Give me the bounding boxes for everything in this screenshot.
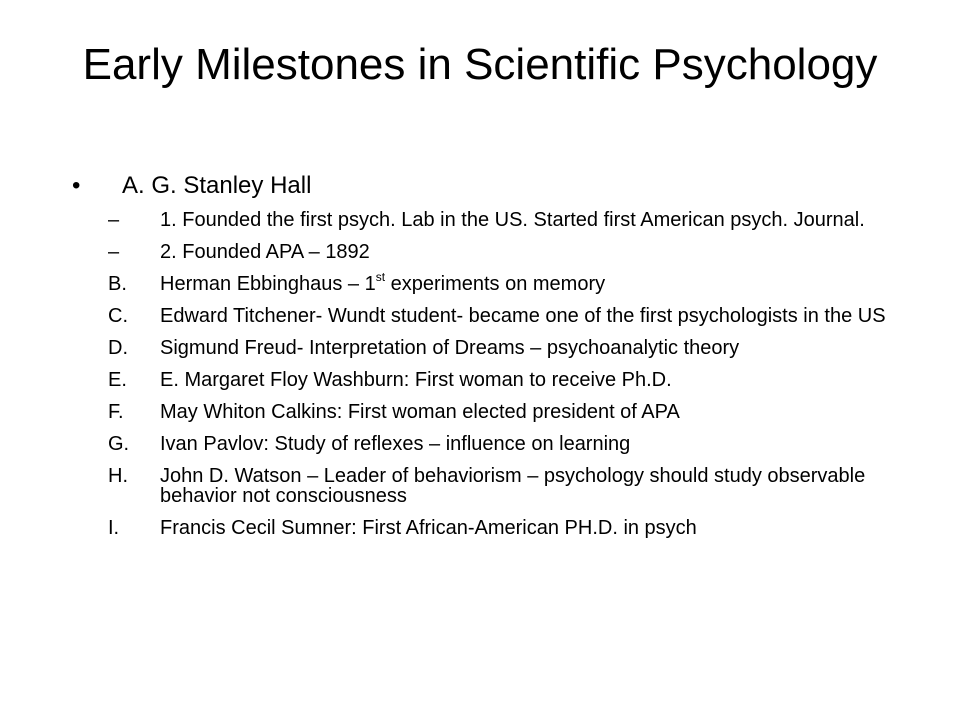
list-marker: B.: [108, 273, 127, 295]
list-item: [108, 338, 898, 358]
text-part: experiments on memory: [385, 273, 606, 295]
list-item: [108, 434, 898, 454]
superscript: st: [375, 270, 386, 285]
slide-title: Early Milestones in Scientific Psychology: [82, 40, 878, 89]
list-marker: I.: [108, 517, 120, 539]
list-marker: C.: [108, 305, 128, 327]
list-marker: –: [108, 241, 120, 263]
list-marker: –: [108, 209, 120, 231]
list-item: [108, 210, 898, 230]
list-item-text: 2. Founded APA – 1892: [160, 241, 370, 263]
list-marker: F.: [108, 401, 124, 423]
list-item-text: Ivan Pavlov: Study of reflexes – influence on learning: [160, 433, 631, 455]
list-marker: D.: [108, 337, 128, 359]
list-item-text: Sigmund Freud- Interpretation of Dreams – psychoanalytic theory: [160, 337, 740, 359]
list-item: [108, 242, 898, 262]
list-item-text: E. Margaret Floy Washburn: First woman to receive Ph.D.: [160, 369, 672, 391]
bullet-icon: •: [72, 172, 81, 199]
list-item: [108, 370, 898, 390]
list-marker: H.: [108, 465, 128, 487]
list-item-text: 1. Founded the first psych. Lab in the US. Started first American psych. Journal.: [160, 209, 865, 231]
list-item-text: May Whiton Calkins: First woman elected president of APA: [160, 401, 680, 423]
list-item: [108, 402, 898, 422]
list-item-text: John D. Watson – Leader of behaviorism – psychology should study observable behavior not consciousness: [160, 465, 866, 507]
top-bullet-text: A. G. Stanley Hall: [122, 172, 312, 199]
list-item: [108, 306, 898, 326]
list-item: [108, 270, 898, 295]
text-part: Herman Ebbinghaus – 1: [160, 273, 376, 295]
milestone-list: [108, 210, 898, 550]
list-item: [108, 518, 898, 538]
list-item-text: Edward Titchener- Wundt student- became one of the first psychologists in the US: [160, 305, 886, 327]
list-item: [108, 466, 898, 506]
list-item-text: [160, 270, 898, 295]
list-marker: E.: [108, 369, 127, 391]
list-item-text: Francis Cecil Sumner: First African-American PH.D. in psych: [160, 517, 697, 539]
list-marker: G.: [108, 433, 130, 455]
